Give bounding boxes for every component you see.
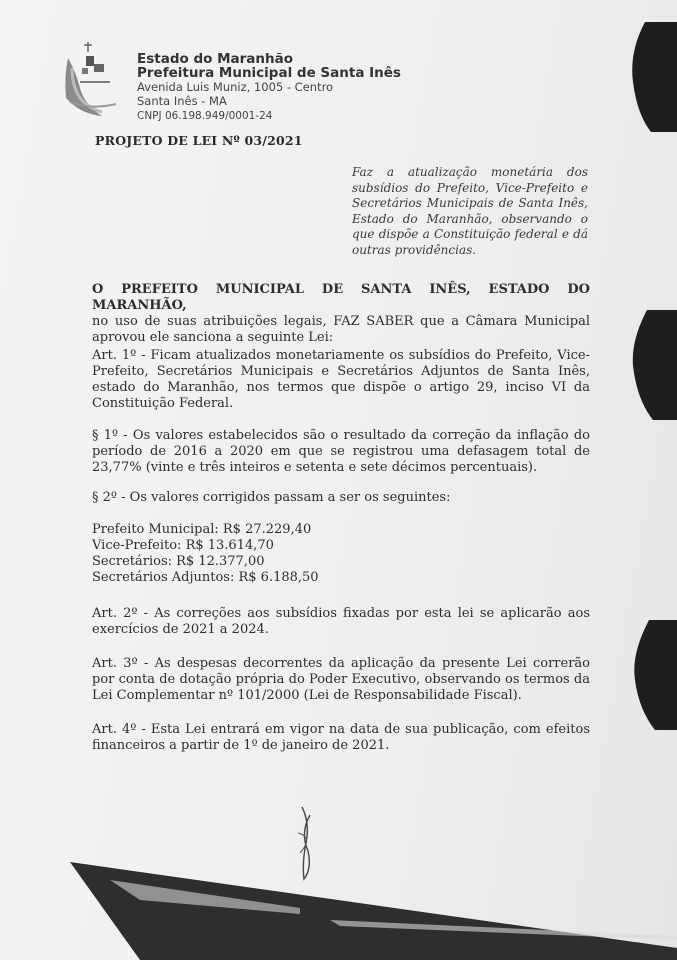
punch-hole-mark [627, 310, 677, 420]
intro-lead: O PREFEITO MUNICIPAL DE SANTA INÊS, ESTADO DO MARANHÃO, [92, 282, 590, 313]
intro-paragraph [92, 282, 590, 346]
paragraph-1: § 1º - Os valores estabelecidos são o resultado da correção da inflação do período de 2016 a 2020 em que se registrou uma defasagem total de 23,77% (vinte e três inteiros e setenta e sete décimos percentuais). [92, 428, 590, 475]
punch-hole-mark [627, 22, 677, 132]
paragraph-2: § 2º - Os valores corrigidos passam a ser os seguintes: [92, 490, 451, 505]
municipal-logo-icon [50, 38, 132, 120]
salary-values-list [92, 522, 590, 586]
intro-text: no uso de suas atribuições legais, FAZ SABER que a Câmara Municipal aprovou ele sanciona a seguinte Lei: [92, 314, 590, 345]
article-2: Art. 2º - As correções aos subsídios fixadas por esta lei se aplicarão aos exercícios de 2021 a 2024. [92, 606, 590, 637]
cnpj: CNPJ 06.198.949/0001-24 [137, 110, 273, 122]
prefecture-name: Prefeitura Municipal de Santa Inês [137, 65, 401, 81]
city: Santa Inês - MA [137, 94, 227, 108]
letterhead [137, 52, 401, 123]
list-item: Secretários: R$ 12.377,00 [92, 554, 265, 569]
punch-hole-mark [627, 620, 677, 730]
bill-summary: Faz a atualização monetária dos subsídios do Prefeito, Vice-Prefeito e Secretários Municipais de Santa Inês, Estado do Maranhão, observando o que dispõe a Constituição federal e dá outras providências. [352, 165, 588, 257]
article-4: Art. 4º - Esta Lei entrará em vigor na data de sua publicação, com efeitos financeiros a partir de 1º de janeiro de 2021. [92, 722, 590, 753]
state-name: Estado do Maranhão [137, 51, 294, 67]
footer-decoration [0, 840, 677, 960]
address: Avenida Luis Muniz, 1005 - Centro [137, 80, 334, 94]
list-item: Vice-Prefeito: R$ 13.614,70 [92, 538, 274, 553]
list-item: Prefeito Municipal: R$ 27.229,40 [92, 522, 312, 537]
bill-title: PROJETO DE LEI Nº 03/2021 [95, 133, 303, 148]
article-1: Art. 1º - Ficam atualizados monetariamente os subsídios do Prefeito, Vice-Prefeito, Secretários Municipais e Secretários Adjuntos de Santa Inês, estado do Maranhão, nos termos que dispõe o artigo 29, inciso VI da Constituição Federal. [92, 348, 590, 411]
list-item: Secretários Adjuntos: R$ 6.188,50 [92, 570, 319, 585]
article-3: Art. 3º - As despesas decorrentes da aplicação da presente Lei correrão por conta de dotação própria do Poder Executivo, observando os termos da Lei Complementar nº 101/2000 (Lei de Responsabilidade Fiscal). [92, 656, 590, 703]
